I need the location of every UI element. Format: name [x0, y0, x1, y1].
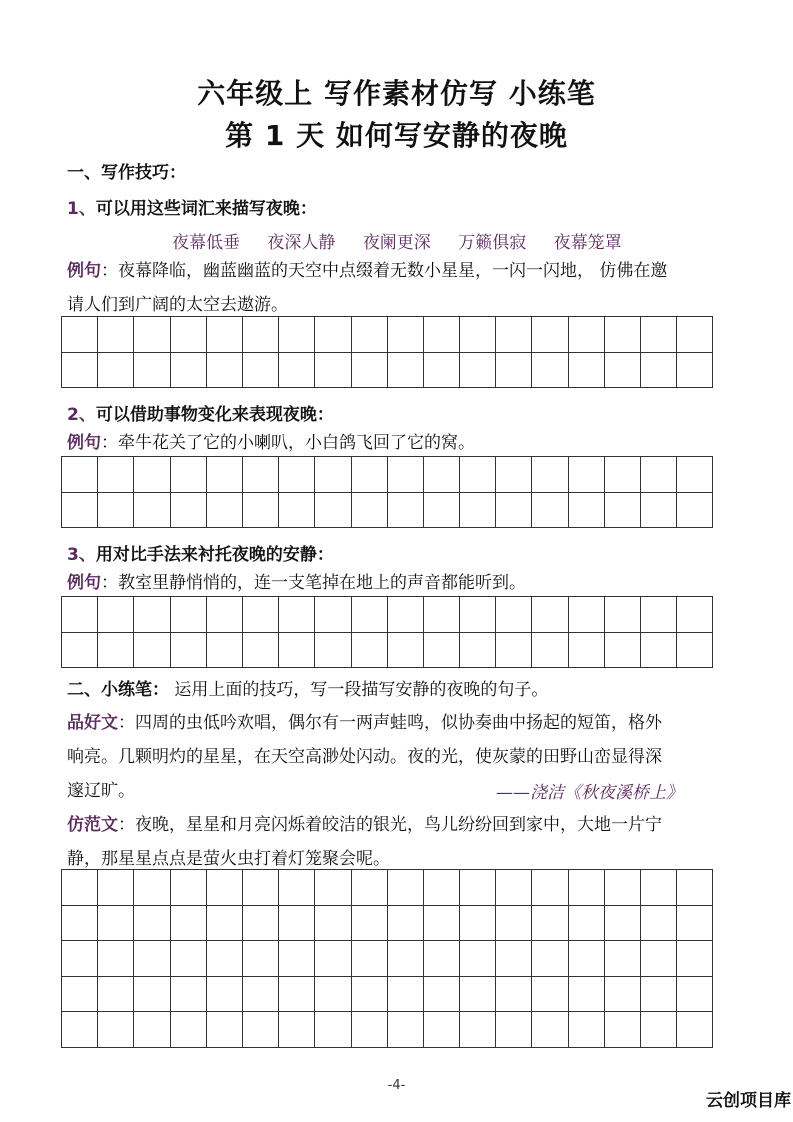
example-text: ：牵牛花关了它的小喇叭，小白鸽飞回了它的窝。: [101, 433, 475, 453]
example-text: ：教室里静悄悄的，连一支笔掉在地上的声音都能听到。: [101, 573, 526, 593]
writing-grid-3[interactable]: [61, 596, 713, 668]
tip2-number: 2、: [67, 405, 96, 425]
vocab-item: 万籁俱寂: [458, 233, 527, 253]
tip1-heading: [67, 194, 317, 219]
example-text-line2: 请人们到广阔的太空去遨游。: [67, 295, 288, 315]
page-number: -4-: [387, 1078, 406, 1093]
tip2-example: [67, 426, 475, 460]
section1-heading: 一、写作技巧：: [67, 163, 186, 183]
good-passage-line3: 邃辽旷。: [67, 781, 135, 801]
section2-heading-row: [67, 673, 548, 707]
writing-grid-2[interactable]: [61, 456, 713, 528]
tip2-heading: [67, 400, 334, 425]
vocab-item: 夜幕低垂: [172, 233, 240, 253]
model-passage-label: 仿范文: [67, 815, 118, 835]
good-passage-source: ——浇洁《秋夜溪桥上》: [496, 783, 683, 803]
example-text-line1: ：夜幕降临，幽蓝幽蓝的天空中点缀着无数小星星，一闪一闪地， 仿佛在邀: [101, 261, 668, 281]
section2-heading: 二、小练笔：: [67, 680, 169, 700]
model-passage-line1: ：夜晚，星星和月亮闪烁着皎洁的银光，鸟儿纷纷回到家中，大地一片宁: [118, 815, 662, 835]
model-passage: [67, 808, 662, 876]
tip3-number: 3、: [67, 545, 96, 565]
model-passage-line2: 静，那星星点点是萤火虫打着灯笼聚会呢。: [67, 849, 390, 869]
tip3-text: 用对比手法来衬托夜晚的安静：: [95, 545, 334, 565]
good-passage-label: 品好文: [67, 713, 118, 733]
vocab-item: 夜深人静: [267, 233, 336, 253]
page-title-line1: 六年级上 写作素材仿写 小练笔: [197, 77, 596, 110]
example-label: 例句: [67, 433, 101, 453]
page-title-line2: 第 1 天 如何写安静的夜晚: [225, 119, 568, 152]
good-passage-line2: 响亮。几颗明灼的星星，在天空高渺处闪动。夜的光，使灰蒙的田野山峦显得深: [67, 747, 662, 767]
tip2-text: 可以借助事物变化来表现夜晚：: [95, 405, 334, 425]
writing-grid-4[interactable]: [61, 869, 713, 1048]
vocab-item: 夜幕笼罩: [553, 233, 622, 253]
tip3-heading: [67, 540, 334, 565]
tip1-example: [67, 254, 667, 322]
vocab-list: [172, 228, 622, 253]
section2-instruction: 运用上面的技巧，写一段描写安静的夜晚的句子。: [169, 680, 549, 700]
tip3-example: [67, 566, 526, 600]
brand-watermark: 云创项目库: [706, 1091, 791, 1111]
good-passage-line1: ：四周的虫低吟欢唱，偶尔有一两声蛙鸣，似协奏曲中扬起的短笛，格外: [118, 713, 662, 733]
example-label: 例句: [67, 573, 101, 593]
tip1-text: 可以用这些词汇来描写夜晚：: [95, 199, 317, 219]
writing-grid-1[interactable]: [61, 316, 713, 388]
tip1-number: 1、: [67, 199, 96, 219]
example-label: 例句: [67, 261, 101, 281]
vocab-item: 夜阑更深: [362, 233, 431, 253]
